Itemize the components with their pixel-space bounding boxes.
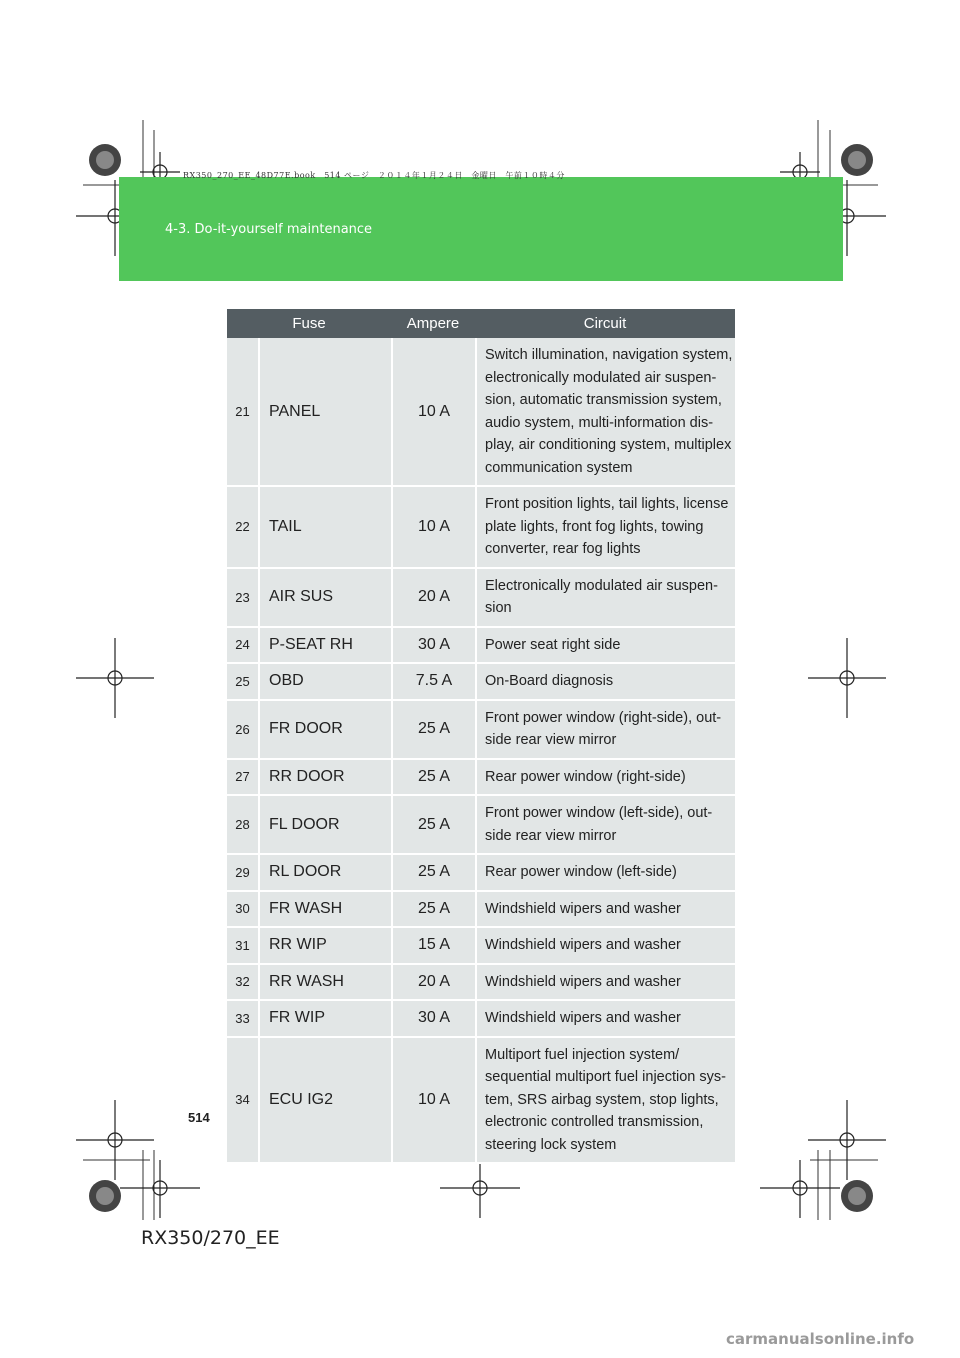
fuse-ampere: 20 A (393, 569, 477, 626)
fuse-circuit: Multiport fuel injection system/ sequential multiport fuel injection sys-tem, SRS airbag system, stop lights, electronic controlled transmission, steering lock system (485, 1046, 726, 1153)
fuse-circuit: Windshield wipers and washer (485, 1010, 681, 1026)
table-row (227, 892, 735, 929)
fuse-ampere: 15 A (393, 928, 477, 963)
table-row (227, 928, 735, 965)
table-row (227, 855, 735, 892)
fuse-number: 26 (227, 701, 260, 758)
fuse-name: P-SEAT RH (260, 628, 393, 663)
fuse-name: FL DOOR (260, 796, 393, 853)
fuse-circuit: Rear power window (right-side) (485, 768, 686, 785)
fuse-number: 21 (227, 338, 260, 485)
fuse-ampere: 25 A (393, 855, 477, 890)
fuse-number: 25 (227, 664, 260, 699)
fuse-name: FR WASH (260, 892, 393, 927)
table-row (227, 338, 735, 487)
fuse-circuit: Front position lights, tail lights, license plate lights, front fog lights, towing converter, rear fog lights (485, 496, 729, 557)
fuse-ampere: 10 A (393, 338, 477, 485)
fuse-circuit: Front power window (left-side), out-side rear view mirror (485, 805, 713, 844)
table-row (227, 1001, 735, 1038)
fuse-circuit: On-Board diagnosis (485, 673, 614, 689)
col-header-circuit: Circuit (583, 315, 627, 332)
fuse-ampere: 10 A (393, 487, 477, 567)
fuse-name: PANEL (260, 338, 393, 485)
table-header (227, 309, 735, 338)
table-row (227, 628, 735, 665)
fuse-circuit: Windshield wipers and washer (485, 973, 681, 990)
fuse-ampere: 20 A (393, 965, 477, 1000)
fuse-ampere: 30 A (393, 1001, 477, 1036)
fuse-number: 24 (227, 628, 260, 663)
fuse-number: 23 (227, 569, 260, 626)
model-name: RX350/270_EE (141, 1227, 280, 1249)
fuse-name: FR WIP (260, 1001, 393, 1036)
fuse-number: 32 (227, 965, 260, 1000)
page-number: 514 (188, 1110, 210, 1125)
table-row (227, 965, 735, 1002)
fuse-name: ECU IG2 (260, 1038, 393, 1163)
section-title: 4-3. Do-it-yourself maintenance (165, 222, 373, 237)
fuse-number: 30 (227, 892, 260, 927)
fuse-circuit: Rear power window (left-side) (485, 864, 677, 880)
table-row (227, 569, 735, 628)
fuse-circuit: Power seat right side (485, 636, 621, 653)
table-row (227, 701, 735, 760)
watermark: carmanualsonline.info (726, 1330, 915, 1348)
fuse-name: RL DOOR (260, 855, 393, 890)
fuse-ampere: 7.5 A (393, 664, 477, 699)
col-header-fuse: Fuse (292, 315, 326, 332)
fuse-name: RR WASH (260, 965, 393, 1000)
fuse-ampere: 25 A (393, 701, 477, 758)
fuse-circuit: Windshield wipers and washer (485, 937, 681, 953)
fuse-name: OBD (260, 664, 393, 699)
table-row (227, 1038, 735, 1165)
fuse-number: 27 (227, 760, 260, 795)
fuse-ampere: 10 A (393, 1038, 477, 1163)
fuse-name: TAIL (260, 487, 393, 567)
fuse-name: RR DOOR (260, 760, 393, 795)
book-info: RX350_270_EE_48D77E.book 514 ページ ２０１４年１月２４日 金曜日 午前１０時４分 (183, 171, 565, 180)
table-row (227, 664, 735, 701)
fuse-number: 31 (227, 928, 260, 963)
fuse-number: 28 (227, 796, 260, 853)
fuse-number: 33 (227, 1001, 260, 1036)
fuse-name: AIR SUS (260, 569, 393, 626)
fuse-number: 29 (227, 855, 260, 890)
table-row (227, 760, 735, 797)
fuse-number: 34 (227, 1038, 260, 1163)
fuse-number: 22 (227, 487, 260, 567)
fuse-circuit: Switch illumination, navigation system, electronically modulated air suspen-sion, automatic transmission system, audio system, multi-information dis-play, air conditioning system, multiplex communication system (485, 347, 733, 476)
fuse-name: RR WIP (260, 928, 393, 963)
col-header-ampere: Ampere (406, 315, 460, 332)
table-body (227, 338, 735, 1164)
fuse-ampere: 30 A (393, 628, 477, 663)
fuse-name: FR DOOR (260, 701, 393, 758)
fuse-ampere: 25 A (393, 760, 477, 795)
fuse-table (227, 309, 735, 1164)
table-row (227, 796, 735, 855)
fuse-circuit: Windshield wipers and washer (485, 900, 681, 917)
fuse-ampere: 25 A (393, 796, 477, 853)
fuse-circuit: Electronically modulated air suspen-sion (485, 577, 718, 616)
fuse-ampere: 25 A (393, 892, 477, 927)
fuse-circuit: Front power window (right-side), out-side rear view mirror (485, 709, 722, 748)
table-row (227, 487, 735, 569)
